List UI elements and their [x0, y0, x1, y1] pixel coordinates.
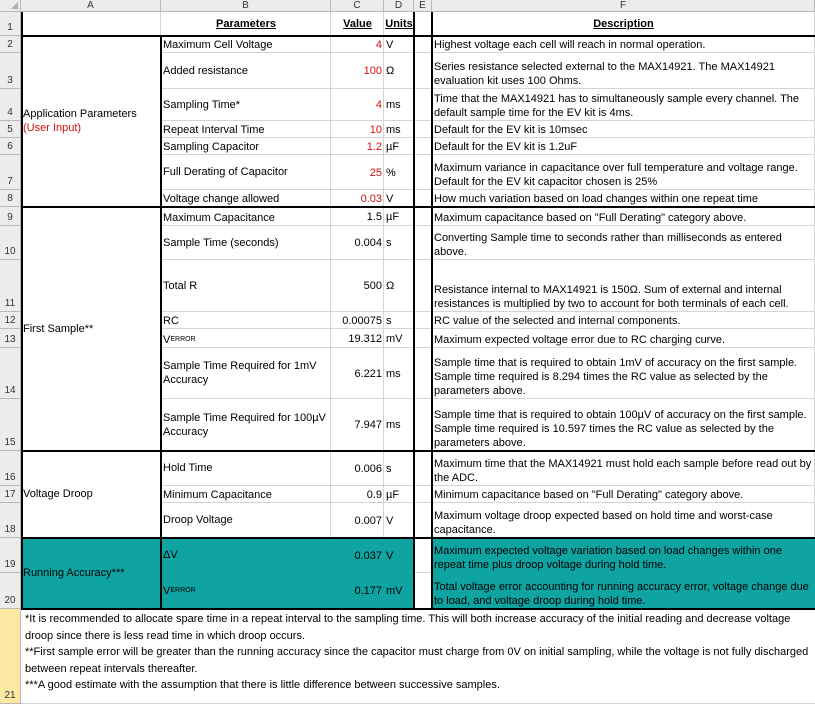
column-header-b[interactable]: B — [161, 0, 331, 12]
border-line — [21, 12, 23, 609]
unit: % — [386, 166, 396, 179]
param-name-main: V — [163, 584, 171, 597]
param-name-text: Maximum Capacitance — [163, 212, 275, 224]
param-name-text: Voltage change allowed — [163, 193, 280, 205]
param-name-subscript: ERROR — [170, 336, 196, 343]
param-name — [161, 138, 331, 155]
param-name — [161, 226, 331, 260]
unit: s — [386, 314, 392, 327]
description: Maximum time that the MAX14921 must hold each sample before read out by the ADC. — [434, 458, 812, 484]
param-name — [161, 312, 331, 329]
header-value: Value — [343, 18, 372, 30]
param-name-subscript: ERROR — [170, 586, 196, 594]
grid-cell[interactable] — [414, 486, 432, 503]
grid-cell[interactable] — [414, 12, 432, 36]
row-header-3[interactable]: 3 — [0, 53, 21, 89]
unit: mV — [386, 332, 403, 345]
section-voltage-droop — [21, 451, 161, 538]
footnote-2: **First sample error will be greater than the running accuracy since the capacitor must charge from 0V on initial sampling, while the voltage is not fully discharged between repeat intervals thereafter. — [25, 646, 809, 675]
row-header-14[interactable]: 14 — [0, 348, 21, 399]
description: Total voltage error accounting for running accuracy error, voltage change due to load, and voltage droop during hold time. — [432, 573, 815, 609]
input-value[interactable]: 1.2 — [366, 140, 382, 153]
grid-cell[interactable] — [21, 12, 161, 36]
header-units: Units — [385, 18, 413, 30]
computed-value: 19.312 — [348, 332, 382, 345]
param-name-text: Repeat Interval Time — [163, 124, 265, 136]
description: Time that the MAX14921 has to simultaneously sample every channel. The default sample time for the EV kit is 4ms. — [434, 93, 800, 119]
input-value[interactable]: 100 — [363, 65, 382, 77]
column-header-d[interactable]: D — [384, 0, 414, 12]
description: Series resistance selected external to the MAX14921. The MAX14921 evaluation kit uses 100 Ohms. — [434, 61, 775, 87]
description: Resistance internal to MAX14921 is 150Ω. Sum of external and internal resistances is multiplied by two to account for both terminals of each cell. — [434, 284, 789, 310]
grid-cell[interactable] — [414, 190, 432, 207]
param-name-text: Droop Voltage — [163, 514, 233, 526]
param-name-text: Sampling Capacitor — [163, 141, 259, 153]
unit: µF — [386, 140, 400, 153]
row-header-7[interactable]: 7 — [0, 155, 21, 190]
row-header-21[interactable]: 21 — [0, 609, 21, 704]
unit: V — [386, 38, 394, 51]
param-name-text: Minimum Capacitance — [163, 489, 272, 501]
column-header-a[interactable]: A — [21, 0, 161, 12]
input-value[interactable]: 4 — [375, 38, 382, 51]
description: Maximum expected voltage error due to RC charging curve. — [434, 334, 726, 346]
grid-cell[interactable] — [414, 207, 432, 226]
param-name-text: Hold Time — [163, 462, 213, 474]
param-name — [161, 573, 331, 609]
param-name-main: V — [163, 334, 171, 346]
row-header-12[interactable]: 12 — [0, 312, 21, 329]
input-value[interactable]: 25 — [369, 166, 382, 179]
description: Sample time that is required to obtain 1mV of accuracy on the first sample. Sample time required is 8.294 times the RC value as selected by the parameters above. — [434, 357, 798, 397]
row-header-17[interactable]: 17 — [0, 486, 21, 503]
param-name — [161, 53, 331, 89]
section-running-accuracy — [21, 538, 161, 609]
grid-cell[interactable] — [414, 226, 432, 260]
grid-cell[interactable] — [414, 573, 432, 609]
param-name-text: Sampling Time* — [163, 98, 241, 111]
param-name — [161, 329, 331, 348]
description: Default for the EV kit is 10msec — [434, 124, 588, 136]
row-header-18[interactable]: 18 — [0, 503, 21, 538]
row-header-4[interactable]: 4 — [0, 89, 21, 121]
grid-cell[interactable] — [414, 312, 432, 329]
footnote-3: ***A good estimate with the assumption that there is little difference between successive samples. — [25, 679, 500, 691]
param-name-text: RC — [163, 315, 179, 327]
input-value[interactable]: 0.03 — [360, 192, 382, 205]
grid-cell[interactable] — [414, 121, 432, 138]
param-name-text: Total R — [163, 279, 198, 292]
computed-value: 6.221 — [354, 367, 382, 380]
grid-cell[interactable] — [414, 538, 432, 573]
unit: Ω — [386, 65, 395, 77]
unit: µF — [386, 488, 400, 501]
description: Maximum capacitance based on "Full Derating" category above. — [434, 212, 747, 224]
grid-cell[interactable] — [414, 399, 432, 451]
grid-cell[interactable] — [414, 155, 432, 190]
row-header-15[interactable]: 15 — [0, 399, 21, 451]
description: RC value of the selected and internal components. — [434, 315, 681, 327]
grid-cell[interactable] — [414, 89, 432, 121]
column-header-c[interactable]: C — [331, 0, 384, 12]
param-name — [161, 121, 331, 138]
row-header-1[interactable]: 1 — [0, 12, 21, 36]
grid-cell[interactable] — [414, 503, 432, 538]
description: Converting Sample time to seconds rather than milliseconds as entered above. — [434, 232, 782, 258]
description: Default for the EV kit is 1.2uF — [434, 141, 578, 153]
description: Maximum expected voltage variation based on load changes within one repeat time plus droop voltage during hold time. — [432, 538, 815, 573]
section-application-parameters — [21, 36, 161, 207]
param-name — [161, 155, 331, 190]
computed-value: 0.006 — [354, 462, 382, 475]
border-line — [21, 450, 815, 452]
row-header-19[interactable]: 19 — [0, 538, 21, 573]
computed-value: 0.00075 — [342, 314, 382, 327]
section-voltage-droop-text: Voltage Droop — [23, 488, 93, 500]
computed-value: 500 — [363, 280, 382, 292]
unit: s — [386, 462, 392, 475]
grid-cell[interactable] — [414, 451, 432, 486]
computed-value: 7.947 — [354, 419, 382, 431]
footnote-1: *It is recommended to allocate spare time in a repeat interval to the sampling time. This will both increase accuracy of the initial reading and decrease voltage droop since there is less read time in which droop occurs. — [25, 613, 791, 642]
row-header-2[interactable]: 2 — [0, 36, 21, 53]
param-name — [161, 399, 331, 451]
column-header-f[interactable]: F — [432, 0, 815, 12]
computed-value: 0.9 — [366, 488, 382, 501]
row-header-11[interactable]: 11 — [0, 260, 21, 312]
unit: ms — [386, 367, 401, 380]
border-line — [160, 36, 162, 609]
param-name-text: Maximum Cell Voltage — [163, 39, 273, 51]
description: How much variation based on load changes within one repeat time — [434, 193, 759, 205]
param-name — [161, 538, 331, 573]
row-header-6[interactable]: 6 — [0, 138, 21, 155]
param-name-text: Sample Time (seconds) — [163, 236, 279, 249]
param-name — [161, 486, 331, 503]
row-header-10[interactable]: 10 — [0, 226, 21, 260]
description: Sample time that is required to obtain 100µV of accuracy on the first sample. Sample time required is 10.597 times the RC value as selected by the parameters above. — [434, 409, 807, 449]
description: Highest voltage each cell will reach in normal operation. — [434, 39, 706, 51]
param-name-text: Full Derating of Capacitor — [163, 166, 288, 178]
column-header-e[interactable]: E — [414, 0, 432, 12]
row-header-8[interactable]: 8 — [0, 190, 21, 207]
param-name — [161, 207, 331, 226]
param-name — [161, 451, 331, 486]
param-name — [161, 348, 331, 399]
input-value[interactable]: 10 — [369, 123, 382, 136]
param-name — [161, 190, 331, 207]
border-line — [21, 206, 815, 208]
row-header-20[interactable]: 20 — [0, 573, 21, 609]
border-line — [21, 537, 815, 539]
section-application-parameters-text: Application Parameters — [23, 108, 137, 120]
param-name-text: Sample Time Required for 100µV Accuracy — [163, 411, 326, 438]
unit: ms — [386, 419, 401, 431]
unit: mV — [386, 585, 403, 597]
grid-cell[interactable] — [414, 36, 432, 53]
param-name — [161, 36, 331, 53]
computed-value: 1.5 — [366, 210, 382, 223]
unit: V — [386, 514, 394, 527]
border-line — [21, 35, 815, 37]
section-first-sample — [21, 207, 161, 451]
description: Maximum variance in capacitance over full temperature and voltage range. Default for the EV kit capacitor chosen is 25% — [434, 162, 798, 188]
grid-cell[interactable] — [414, 138, 432, 155]
user-input-note: (User Input) — [23, 122, 82, 134]
description: Minimum capacitance based on "Full Derating" category above. — [434, 489, 744, 501]
row-header-16[interactable]: 16 — [0, 451, 21, 486]
row-header-13[interactable]: 13 — [0, 329, 21, 348]
border-line — [21, 608, 815, 610]
unit: V — [386, 192, 394, 205]
param-name — [161, 503, 331, 538]
grid-cell[interactable] — [414, 348, 432, 399]
grid-cell[interactable] — [414, 53, 432, 89]
grid-cell[interactable] — [414, 260, 432, 312]
unit: µF — [386, 210, 400, 223]
unit: V — [386, 549, 394, 562]
border-line — [431, 12, 433, 609]
border-line — [413, 12, 415, 609]
select-all-corner[interactable] — [0, 0, 21, 12]
unit: s — [386, 237, 392, 249]
description: Maximum voltage droop expected based on hold time and worst-case capacitance. — [434, 510, 773, 536]
section-running-accuracy-text: Running Accuracy*** — [23, 567, 125, 579]
row-header-9[interactable]: 9 — [0, 207, 21, 226]
param-name-text: ΔV — [163, 549, 178, 561]
header-parameters: Parameters — [216, 18, 276, 30]
row-header-5[interactable]: 5 — [0, 121, 21, 138]
computed-value: 0.177 — [354, 585, 382, 597]
section-first-sample-text: First Sample** — [23, 322, 94, 335]
computed-value: 0.007 — [354, 514, 382, 527]
header-description: Description — [593, 18, 654, 30]
param-name-text: Added resistance — [163, 64, 248, 77]
grid-cell[interactable] — [414, 329, 432, 348]
unit: ms — [386, 123, 401, 136]
input-value[interactable]: 4 — [375, 99, 382, 111]
unit: Ω — [386, 280, 395, 292]
param-name — [161, 260, 331, 312]
param-name — [161, 89, 331, 121]
computed-value: 0.004 — [354, 237, 382, 249]
param-name-text: Sample Time Required for 1mV Accuracy — [163, 360, 317, 386]
computed-value: 0.037 — [354, 549, 382, 562]
unit: ms — [386, 99, 401, 111]
